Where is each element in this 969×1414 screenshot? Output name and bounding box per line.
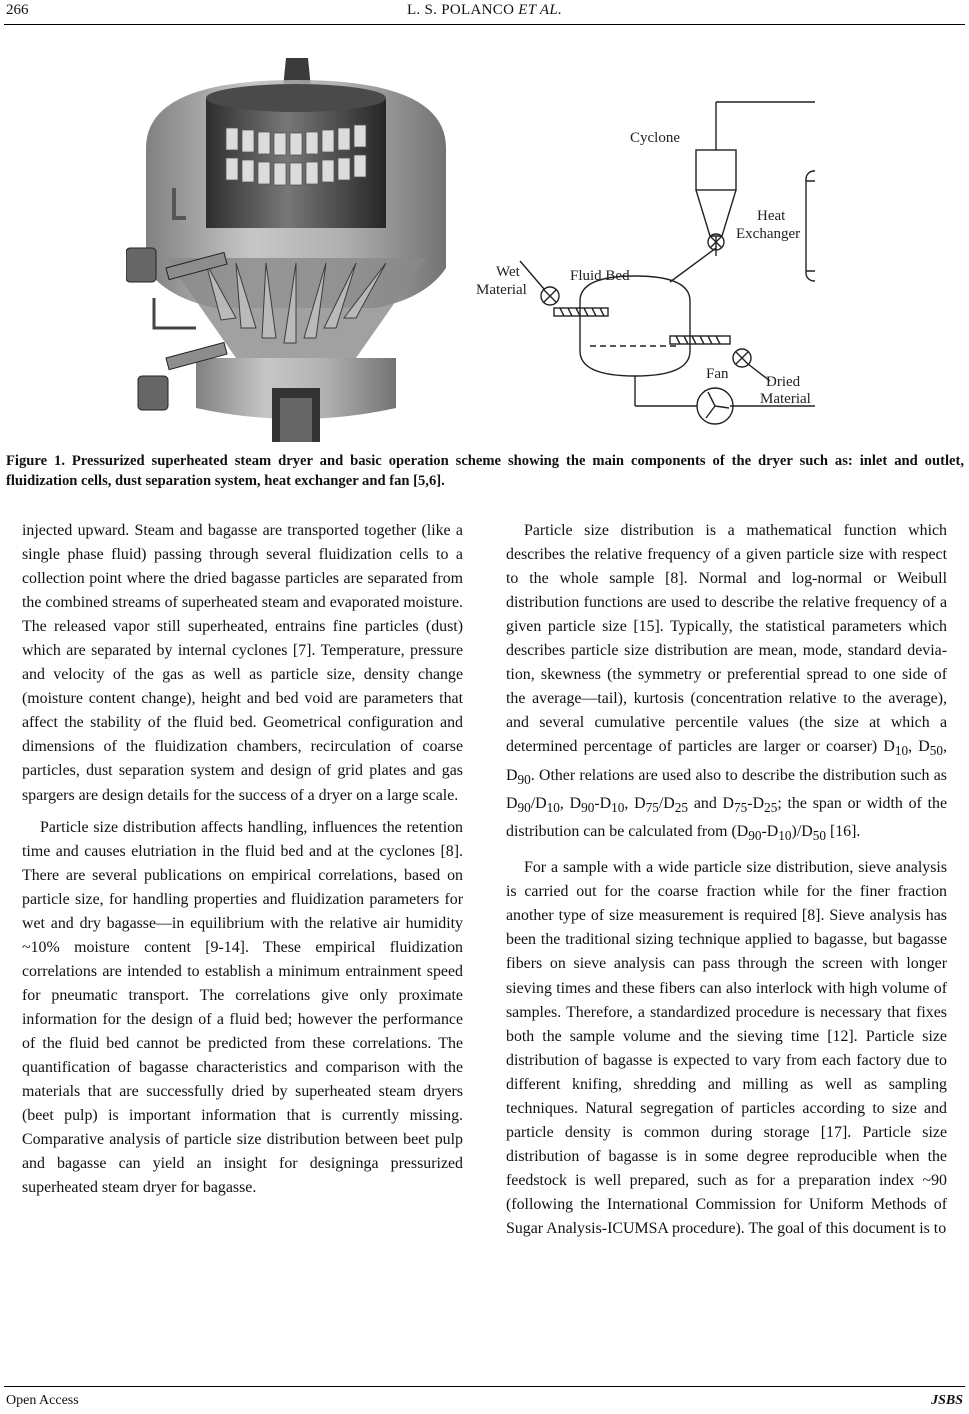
left-paragraph-1: injected upward. Steam and bagasse are transported together (like a single phase fluid) passing through several fluidization cells to a collection point where the dried bagasse particles are separated from the combined streams of superheated steam and evaporated moisture. The released vapor still superheated, entrains fine particles (dust) which are separated by internal cyclones [7]. Temperature, pressure and velocity of the gas as well as particle size, density change (moisture content change), height and bed void are parameters that affect the stability of the fluid bed. Geometrical configuration and dimensions of the fluidization chambers, recirculation of coarse particles, dust separation system and design of grid plates and gas spargers are design details for the success of a dryer on a large scale. xyxy=(22,522,463,804)
label-fluid-bed: Fluid Bed xyxy=(570,268,630,284)
label-dried: Dried xyxy=(766,374,801,390)
left-paragraph-2: Particle size distribution affects handling, influences the retention time and causes elutriation in the fluid bed and at the cyclones [8]. There are several publications on empirical correlations, based on particle size, for handling properties and fluidization parameters for wet and dry bagasse—in equilibrium with the relative air humidity ~10% moisture content [9-14]. These empirical fluidization correlations are intended to establish a minimum entrainment speed for pneumatic transport. The correlations give only proximate information for the design of a fluid bed; however the performance of the fluid bed cannot be predicted from these correlations. The quantification of bagasse characteristics and comparison with the materials that are successfully dried by superheated steam dryers (beet pulp) is important information that is currently missing. Comparative analysis of particle size distribution between beet pulp and bagasse can yield an insight for designinga pressurized superheated steam dryer for bagasse. xyxy=(22,818,463,1197)
running-title-etal: ET AL. xyxy=(518,2,563,18)
right-paragraph-2: For a sample with a wide particle size distribution, sieve analysis is carried out for the coarse fraction while for the finer fraction another type of size measurement is required [8]. Sieve analysis has been the traditional sizing technique applied to bagasse, but bagasse fibers on sieve analysis can pass through the screen with longer sieving times and these fibers can also interlock with high volume of samples. Therefore, a standardized procedure is necessary that fixes both the sample volume and the sieving time [12]. Particle size distribution of bagasse is expected to vary from each factory due to different knifing, shredding and milling as well as sampling techniques. Natural segregation of particles according to size and particle density is common during storage [17]. Particle size distribution of bagasse is in some degree reproducible when the feedstock is well prepared, such as for a preparation index ~90 (following the International Commission for Uniform Methods of Sugar Analysis-ICUMSA procedure). The goal of this document is to xyxy=(506,859,947,1237)
label-cyclone: Cyclone xyxy=(630,130,680,146)
running-title-authors: L. S. POLANCO xyxy=(406,2,515,18)
footer-journal: JSBS xyxy=(931,1393,963,1408)
operation-scheme-diagram xyxy=(470,96,815,441)
left-column xyxy=(22,519,463,1200)
figure-caption: Figure 1. Pressurized superheated steam dryer and basic operation scheme showing the main components of the dryer such as: inlet and outlet, fluidization cells, dust separation system, heat exchanger and fan [5,6]. xyxy=(6,453,964,489)
cyclone-body xyxy=(696,150,736,190)
footer-open-access: Open Access xyxy=(6,1393,79,1408)
label-material-out: Material xyxy=(760,391,811,407)
label-heat: Heat xyxy=(757,208,786,224)
header-rule xyxy=(4,24,965,25)
dryer-3d-illustration xyxy=(126,58,476,442)
fluid-bed-vessel xyxy=(580,276,690,376)
running-title xyxy=(0,2,969,19)
heat-exchanger xyxy=(806,171,815,281)
label-fan: Fan xyxy=(706,366,729,382)
label-exchanger: Exchanger xyxy=(736,226,801,242)
footer-rule xyxy=(4,1386,965,1387)
page-number: 266 xyxy=(6,2,29,18)
label-wet: Wet xyxy=(496,264,520,280)
right-paragraph-1: Particle size distribution is a mathematical function which describes the relative frequency of a given particle size with respect to the whole sample [8]. Normal and log-normal or Weibull distribution functions are used to describe the relative frequency of a given particle size [15]. Typically, the statistical parameters which describes particle size distribution are mean, mode, standard deviation, skewness (the symmetry or preferential spread to one side of the average—tail), kurtosis (concentration relative to the average), and several cumulative percentile values (the size at which a determined percentage of particles are larger or coarser) $D_{10}$, $D_{50}$, $D_{90}$. Other relations are used also to describe the distribution such as $D_{90}/D_{10}$, $D_{90}-D_{10}$, $D_{75}/D_{25}$ and $D_{75}-D_{25}$; the span or width of the distribution can be calculated from $(D_{90}-D_{10})/D_{50}$ [16]. xyxy=(506,522,948,844)
right-column xyxy=(506,519,947,1241)
cyclone-cone xyxy=(696,190,736,236)
label-material-in: Material xyxy=(476,282,527,298)
